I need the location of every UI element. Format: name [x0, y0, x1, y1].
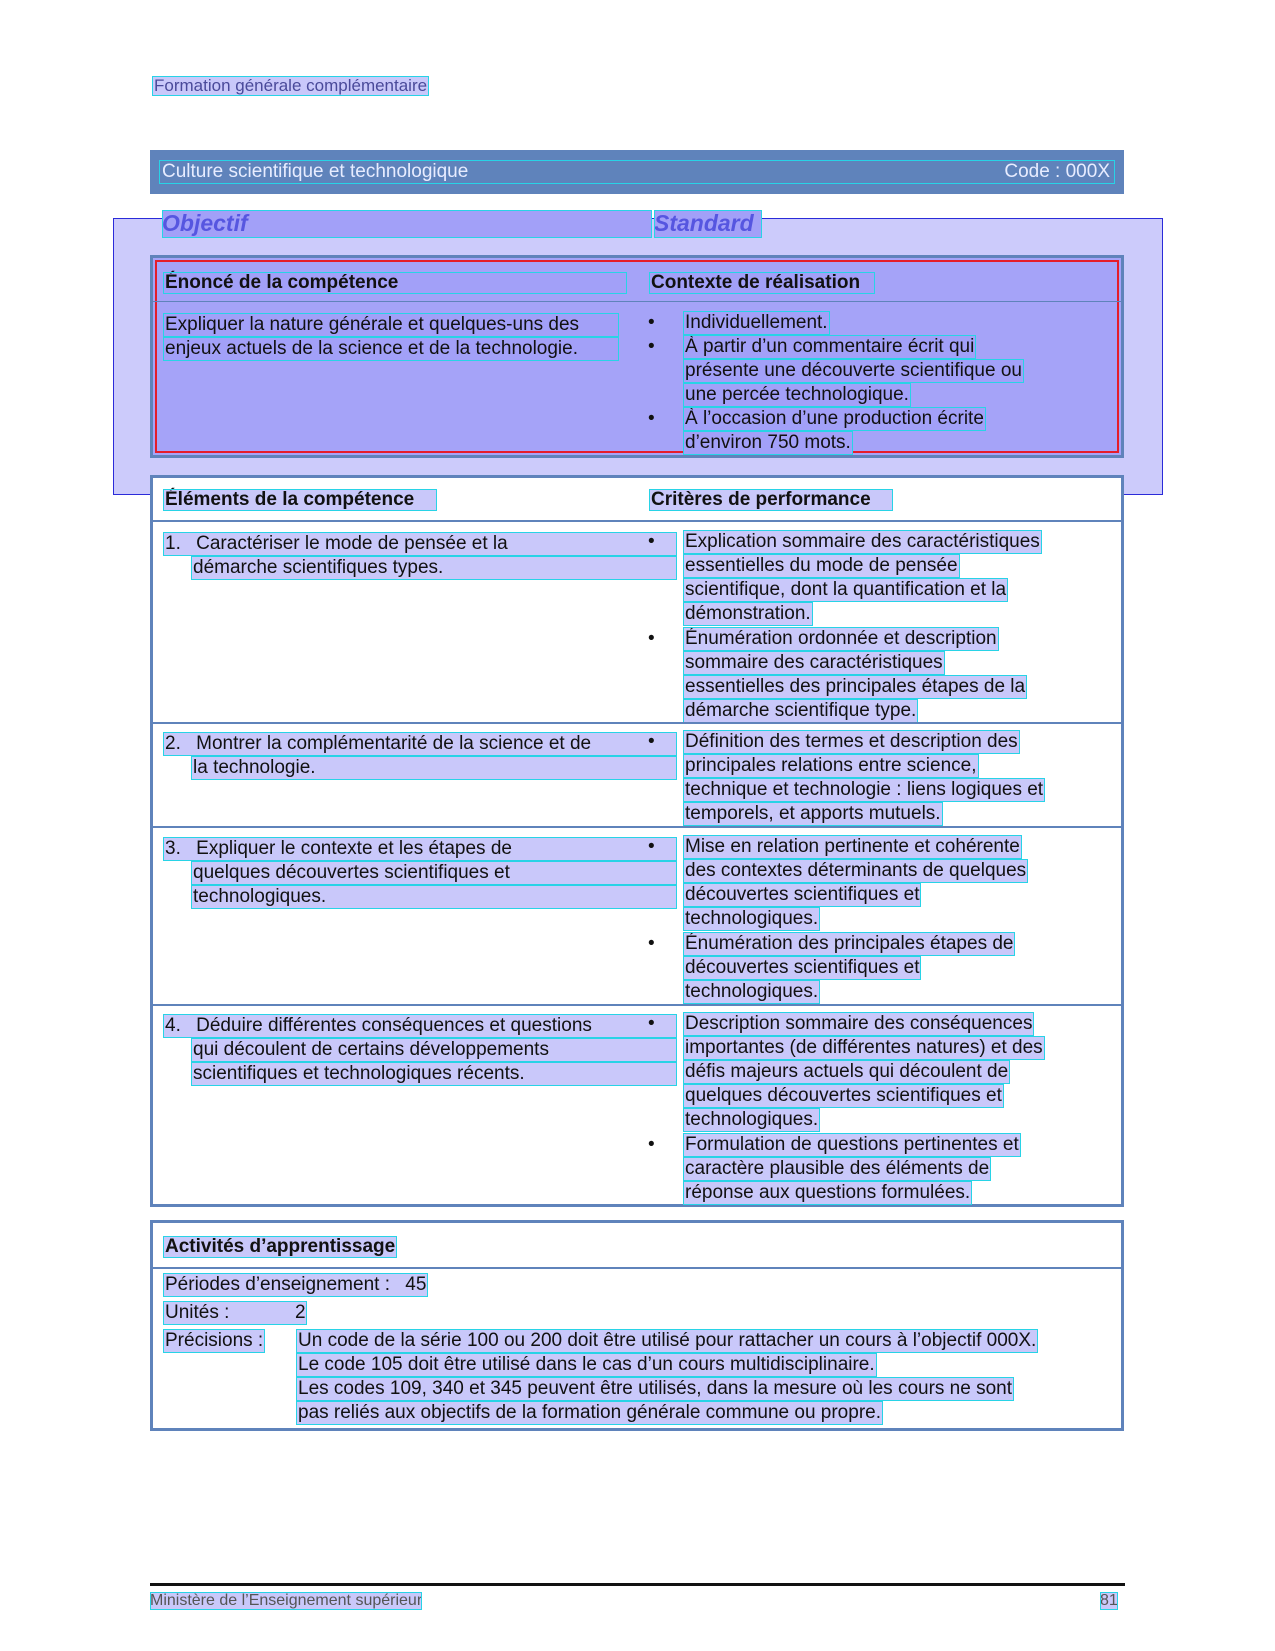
- element-line: démarche scientifiques types.: [191, 556, 677, 580]
- notes-line: Les codes 109, 340 et 345 peuvent être utilisés, dans la mesure où les cours ne sont: [298, 1378, 1013, 1399]
- criterion-line: essentielles des principales étapes de la: [685, 676, 1026, 697]
- element-line: technologiques.: [191, 885, 677, 909]
- notes-line: pas reliés aux objectifs de la formation générale commune ou propre.: [298, 1402, 881, 1423]
- running-title: Formation générale complémentaire: [154, 76, 428, 95]
- footer-rule: [150, 1583, 1125, 1586]
- element-line: quelques découvertes scientifiques et: [191, 861, 677, 885]
- criterion-4-2: • Formulation de questions pertinentes et: [648, 1134, 1019, 1155]
- criterion-3-2: • Énumération des principales étapes de: [648, 933, 1014, 954]
- element-row-2: 2. Montrer la complémentarité de la science et de: [163, 732, 677, 756]
- footer-ministry: Ministère de l’Enseignement supérieur: [150, 1592, 423, 1609]
- criterion-2-1: • Définition des termes et description des: [648, 731, 1018, 752]
- activities-box: [150, 1220, 1124, 1431]
- context-bullet-1: • Individuellement.: [648, 312, 828, 333]
- element-row-3: 3. Expliquer le contexte et les étapes de: [163, 837, 677, 861]
- element-line: la technologie.: [191, 756, 677, 780]
- title-bar: [150, 150, 1124, 194]
- criterion-line: importantes (de différentes natures) et des: [685, 1037, 1043, 1058]
- bullet-icon: •: [648, 312, 655, 333]
- criterion-line: technologiques.: [685, 1109, 819, 1130]
- units-row: Unités : 2: [165, 1302, 306, 1323]
- criterion-line: démarche scientifique type.: [685, 700, 917, 721]
- context-bullet-2: • À partir d’un commentaire écrit qui: [648, 336, 975, 357]
- course-code: Code : 000X: [1004, 161, 1110, 182]
- criterion-line: principales relations entre science,: [685, 755, 977, 776]
- criterion-line: temporels, et apports mutuels.: [685, 803, 941, 824]
- criterion-3-1: • Mise en relation pertinente et cohérente: [648, 836, 1020, 857]
- context-bullet-3: • À l’occasion d’une production écrite: [648, 408, 984, 429]
- course-title: Culture scientifique et technologique: [162, 161, 469, 182]
- element-row-1: 1. Caractériser le mode de pensée et la: [163, 532, 677, 556]
- bullet-icon: •: [648, 408, 655, 429]
- bullet-icon: •: [648, 1134, 655, 1155]
- statement-line: Expliquer la nature générale et quelques-uns des: [163, 313, 619, 337]
- criterion-1-1: • Explication sommaire des caractéristiques: [648, 531, 1040, 552]
- bullet-icon: •: [648, 1013, 655, 1034]
- standard-label: Standard: [654, 210, 762, 238]
- bullet-icon: •: [648, 933, 655, 954]
- criterion-line: démonstration.: [685, 603, 811, 624]
- criterion-line: découvertes scientifiques et: [685, 884, 920, 905]
- criterion-line: technique et technologie : liens logiques et: [685, 779, 1044, 800]
- page-number: 81: [1100, 1592, 1118, 1609]
- context-header: Contexte de réalisation: [649, 272, 875, 294]
- element-row-4: 4. Déduire différentes conséquences et questions: [163, 1014, 677, 1038]
- bullet-icon: •: [648, 531, 655, 552]
- elements-header: Éléments de la compétence: [163, 489, 437, 511]
- criteria-header: Critères de performance: [649, 489, 893, 511]
- criterion-line: essentielles du mode de pensée: [685, 555, 958, 576]
- criterion-line: technologiques.: [685, 981, 819, 1002]
- criterion-line: des contextes déterminants de quelques: [685, 860, 1027, 881]
- criterion-line: quelques découvertes scientifiques et: [685, 1085, 1002, 1106]
- competency-box: [150, 255, 1124, 458]
- bullet-icon: •: [648, 836, 655, 857]
- criterion-1-2: • Énumération ordonnée et description: [648, 628, 997, 649]
- bullet-icon: •: [648, 336, 655, 357]
- context-line: présente une découverte scientifique ou: [685, 360, 1022, 381]
- activities-header: Activités d’apprentissage: [165, 1236, 396, 1257]
- statement-header: Énoncé de la compétence: [163, 272, 627, 294]
- element-line: scientifiques et technologiques récents.: [191, 1062, 677, 1086]
- criterion-line: réponse aux questions formulées.: [685, 1182, 971, 1203]
- periods-row: Périodes d’enseignement : 45: [165, 1274, 427, 1295]
- notes-label: Précisions :: [165, 1330, 264, 1351]
- bullet-icon: •: [648, 628, 655, 649]
- context-line: une percée technologique.: [685, 384, 909, 405]
- objective-label: Objectif: [162, 210, 652, 238]
- criterion-line: défis majeurs actuels qui découlent de: [685, 1061, 1009, 1082]
- context-line: d’environ 750 mots.: [685, 432, 851, 453]
- criterion-line: caractère plausible des éléments de: [685, 1158, 990, 1179]
- criterion-4-1: • Description sommaire des conséquences: [648, 1013, 1033, 1034]
- notes-line: Un code de la série 100 ou 200 doit être utilisé pour rattacher un cours à l’objectif 000X.: [298, 1330, 1037, 1351]
- statement-line: enjeux actuels de la science et de la technologie.: [163, 337, 619, 361]
- elements-table: [150, 475, 1124, 1207]
- criterion-line: découvertes scientifiques et: [685, 957, 920, 978]
- bullet-icon: •: [648, 731, 655, 752]
- element-line: qui découlent de certains développements: [191, 1038, 677, 1062]
- criterion-line: technologiques.: [685, 908, 819, 929]
- notes-line: Le code 105 doit être utilisé dans le cas d’un cours multidisciplinaire.: [298, 1354, 875, 1375]
- criterion-line: sommaire des caractéristiques: [685, 652, 943, 673]
- criterion-line: scientifique, dont la quantification et la: [685, 579, 1007, 600]
